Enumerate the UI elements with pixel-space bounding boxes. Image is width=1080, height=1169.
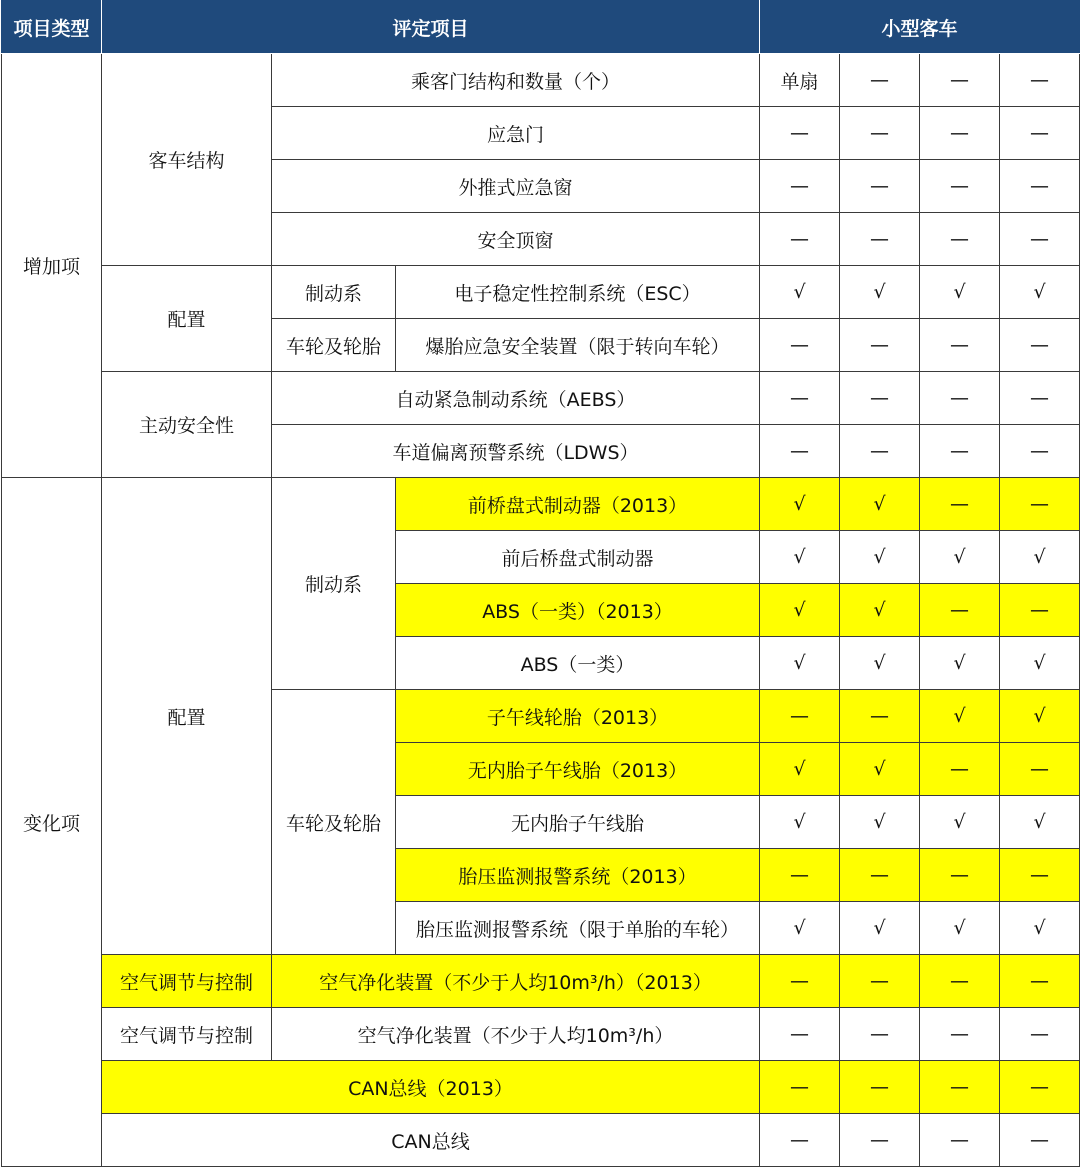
item-cell: ABS（一类） bbox=[396, 637, 760, 690]
value-cell: — bbox=[920, 1008, 1000, 1061]
item-cell: 自动紧急制动系统（AEBS） bbox=[272, 372, 760, 425]
value-cell: — bbox=[840, 372, 920, 425]
header-rating-item: 评定项目 bbox=[102, 1, 760, 54]
value-cell: √ bbox=[840, 796, 920, 849]
value-cell: √ bbox=[760, 796, 840, 849]
value-cell: √ bbox=[760, 637, 840, 690]
value-cell: — bbox=[840, 849, 920, 902]
value-cell: √ bbox=[760, 743, 840, 796]
value-cell: — bbox=[920, 54, 1000, 107]
value-cell: — bbox=[760, 849, 840, 902]
group-cell: 主动安全性 bbox=[102, 372, 272, 478]
value-cell: — bbox=[840, 1114, 920, 1167]
item-cell: 无内胎子午线胎（2013） bbox=[396, 743, 760, 796]
value-cell: — bbox=[1000, 372, 1080, 425]
item-cell: 前后桥盘式制动器 bbox=[396, 531, 760, 584]
value-cell: √ bbox=[760, 902, 840, 955]
item-cell: 外推式应急窗 bbox=[272, 160, 760, 213]
value-cell: — bbox=[840, 107, 920, 160]
value-cell: — bbox=[920, 213, 1000, 266]
value-cell: √ bbox=[1000, 902, 1080, 955]
value-cell: — bbox=[1000, 54, 1080, 107]
table-row bbox=[2, 478, 1080, 531]
value-cell: — bbox=[760, 213, 840, 266]
header-item-type: 项目类型 bbox=[2, 1, 102, 54]
item-cell: 空气净化装置（不少于人均10m³/h）（2013） bbox=[272, 955, 760, 1008]
value-cell: — bbox=[920, 743, 1000, 796]
table-row bbox=[2, 1008, 1080, 1061]
table-row bbox=[2, 372, 1080, 425]
value-cell: — bbox=[1000, 478, 1080, 531]
group-cell: 配置 bbox=[102, 266, 272, 372]
table-row bbox=[2, 1114, 1080, 1167]
value-cell: — bbox=[1000, 425, 1080, 478]
value-cell: √ bbox=[760, 584, 840, 637]
value-cell: √ bbox=[840, 266, 920, 319]
value-cell: — bbox=[1000, 743, 1080, 796]
value-cell: — bbox=[760, 690, 840, 743]
value-cell: — bbox=[1000, 1061, 1080, 1114]
group-cell: 空气调节与控制 bbox=[102, 1008, 272, 1061]
value-cell: — bbox=[920, 425, 1000, 478]
value-cell: — bbox=[840, 319, 920, 372]
value-cell: — bbox=[840, 690, 920, 743]
item-cell: CAN总线（2013） bbox=[102, 1061, 760, 1114]
value-cell: — bbox=[1000, 849, 1080, 902]
value-cell: — bbox=[1000, 319, 1080, 372]
value-cell: √ bbox=[840, 902, 920, 955]
value-cell: √ bbox=[1000, 531, 1080, 584]
item-cell: 车道偏离预警系统（LDWS） bbox=[272, 425, 760, 478]
value-cell: — bbox=[840, 955, 920, 1008]
value-cell: — bbox=[840, 425, 920, 478]
value-cell: — bbox=[1000, 213, 1080, 266]
value-cell: — bbox=[920, 955, 1000, 1008]
item-cell: 子午线轮胎（2013） bbox=[396, 690, 760, 743]
subgroup-cell: 制动系 bbox=[272, 478, 396, 690]
group-cell: 空气调节与控制 bbox=[102, 955, 272, 1008]
item-cell: CAN总线 bbox=[102, 1114, 760, 1167]
value-cell: √ bbox=[760, 266, 840, 319]
item-cell: 应急门 bbox=[272, 107, 760, 160]
item-cell: 爆胎应急安全装置（限于转向车轮） bbox=[396, 319, 760, 372]
value-cell: — bbox=[920, 319, 1000, 372]
value-cell: — bbox=[1000, 955, 1080, 1008]
value-cell: — bbox=[1000, 107, 1080, 160]
value-cell: — bbox=[920, 1061, 1000, 1114]
subgroup-cell: 制动系 bbox=[272, 266, 396, 319]
value-cell: — bbox=[760, 1114, 840, 1167]
value-cell: √ bbox=[1000, 266, 1080, 319]
table-row bbox=[2, 1061, 1080, 1114]
value-cell: √ bbox=[840, 743, 920, 796]
subgroup-cell: 车轮及轮胎 bbox=[272, 690, 396, 955]
value-cell: — bbox=[920, 372, 1000, 425]
value-cell: — bbox=[760, 372, 840, 425]
item-cell: 胎压监测报警系统（2013） bbox=[396, 849, 760, 902]
item-cell: 电子稳定性控制系统（ESC） bbox=[396, 266, 760, 319]
value-cell: — bbox=[1000, 160, 1080, 213]
value-cell: √ bbox=[920, 637, 1000, 690]
value-cell: — bbox=[1000, 584, 1080, 637]
value-cell: — bbox=[920, 849, 1000, 902]
value-cell: √ bbox=[920, 266, 1000, 319]
value-cell: √ bbox=[920, 690, 1000, 743]
header-small-bus: 小型客车 bbox=[760, 1, 1080, 54]
value-cell: — bbox=[760, 1008, 840, 1061]
value-cell: — bbox=[760, 425, 840, 478]
value-cell: — bbox=[920, 584, 1000, 637]
item-cell: 胎压监测报警系统（限于单胎的车轮） bbox=[396, 902, 760, 955]
value-cell: √ bbox=[1000, 690, 1080, 743]
table-row bbox=[2, 955, 1080, 1008]
value-cell: — bbox=[760, 319, 840, 372]
value-cell: √ bbox=[760, 531, 840, 584]
table-row bbox=[2, 54, 1080, 107]
value-cell: 单扇 bbox=[760, 54, 840, 107]
group-cell: 配置 bbox=[102, 478, 272, 955]
value-cell: √ bbox=[1000, 637, 1080, 690]
value-cell: √ bbox=[840, 637, 920, 690]
item-cell: 安全顶窗 bbox=[272, 213, 760, 266]
value-cell: √ bbox=[920, 902, 1000, 955]
value-cell: √ bbox=[760, 478, 840, 531]
vehicle-rating-table bbox=[1, 0, 1080, 1167]
table-header-row bbox=[2, 1, 1080, 54]
value-cell: — bbox=[920, 107, 1000, 160]
item-cell: ABS（一类）（2013） bbox=[396, 584, 760, 637]
value-cell: — bbox=[1000, 1114, 1080, 1167]
value-cell: — bbox=[920, 160, 1000, 213]
value-cell: — bbox=[760, 160, 840, 213]
value-cell: — bbox=[760, 1061, 840, 1114]
value-cell: — bbox=[1000, 1008, 1080, 1061]
subgroup-cell: 车轮及轮胎 bbox=[272, 319, 396, 372]
item-cell: 无内胎子午线胎 bbox=[396, 796, 760, 849]
value-cell: √ bbox=[1000, 796, 1080, 849]
value-cell: — bbox=[840, 213, 920, 266]
value-cell: √ bbox=[840, 584, 920, 637]
value-cell: √ bbox=[920, 796, 1000, 849]
group-cell: 客车结构 bbox=[102, 54, 272, 266]
value-cell: √ bbox=[920, 531, 1000, 584]
value-cell: √ bbox=[840, 531, 920, 584]
value-cell: — bbox=[760, 955, 840, 1008]
value-cell: √ bbox=[840, 478, 920, 531]
value-cell: — bbox=[840, 1008, 920, 1061]
category-cell: 增加项 bbox=[2, 54, 102, 478]
item-cell: 空气净化装置（不少于人均10m³/h） bbox=[272, 1008, 760, 1061]
value-cell: — bbox=[760, 107, 840, 160]
value-cell: — bbox=[840, 54, 920, 107]
value-cell: — bbox=[920, 1114, 1000, 1167]
item-cell: 前桥盘式制动器（2013） bbox=[396, 478, 760, 531]
category-cell: 变化项 bbox=[2, 478, 102, 1167]
value-cell: — bbox=[840, 1061, 920, 1114]
value-cell: — bbox=[920, 478, 1000, 531]
value-cell: — bbox=[840, 160, 920, 213]
item-cell: 乘客门结构和数量（个） bbox=[272, 54, 760, 107]
table-row bbox=[2, 266, 1080, 319]
